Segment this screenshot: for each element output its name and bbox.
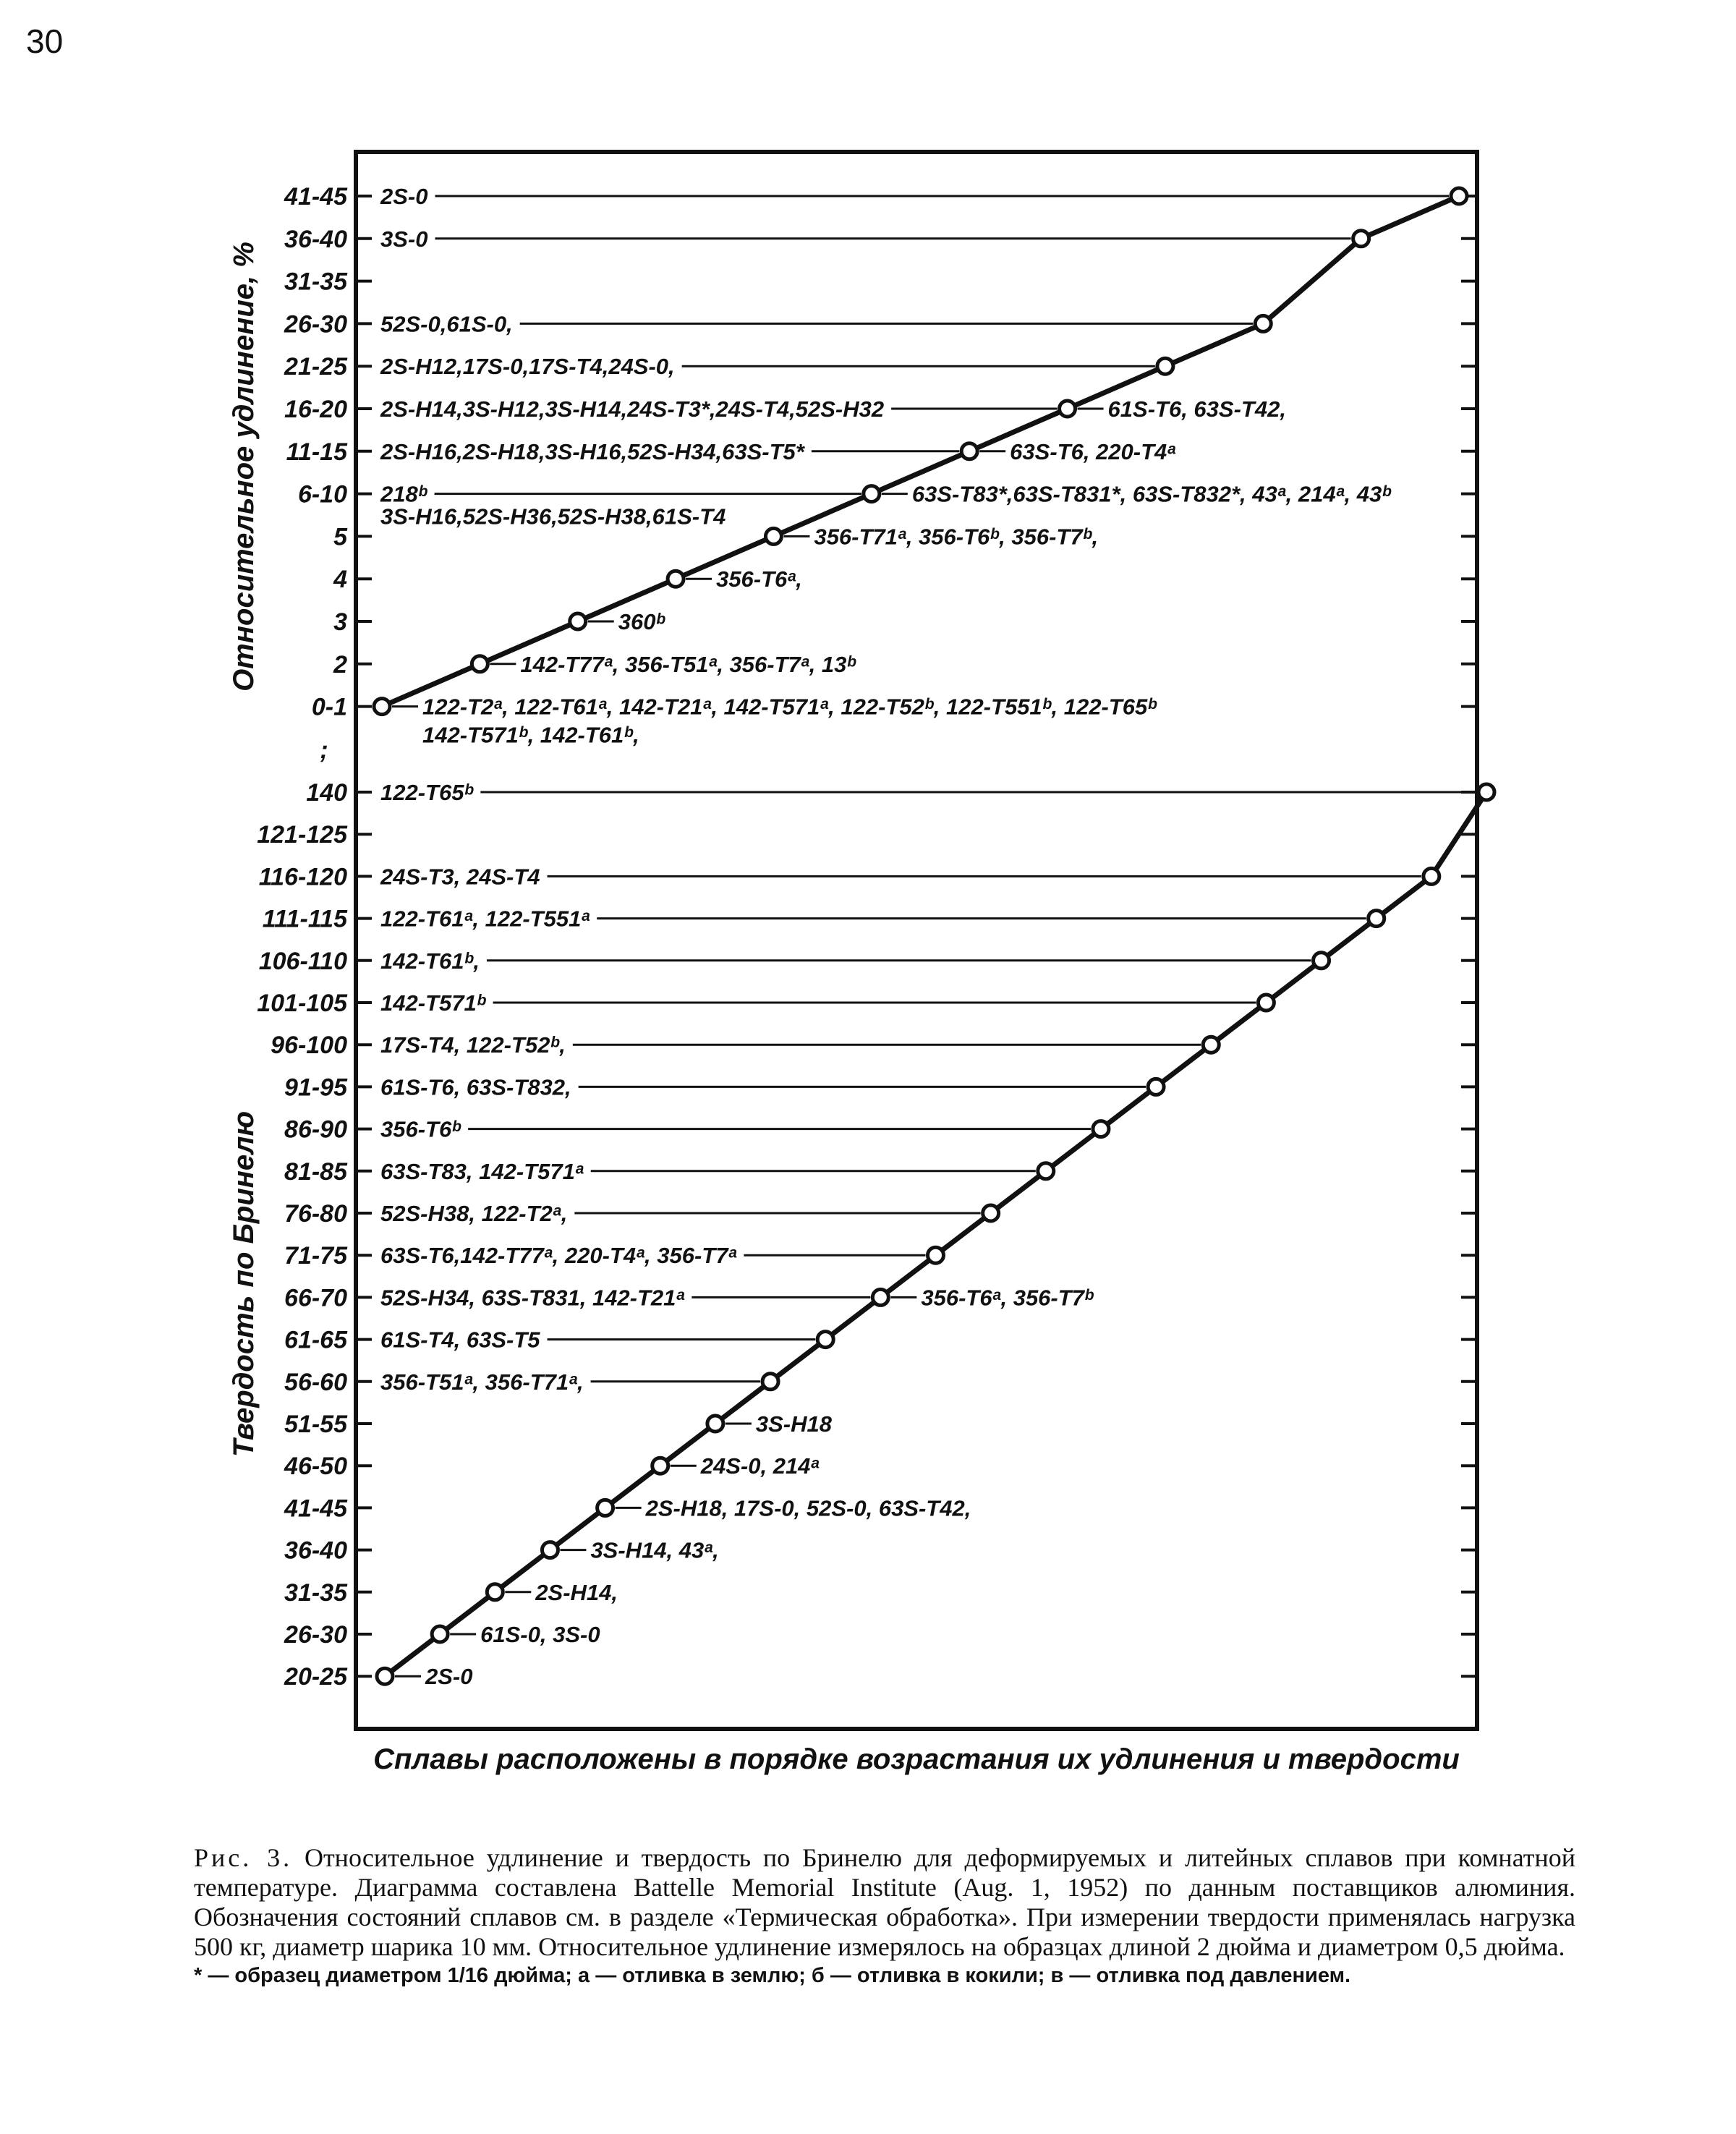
elongation-annotation: 2S-H16,2S-H18,3S-H16,52S-H34,63S-T5*	[380, 438, 804, 464]
hardness-data-point	[652, 1458, 668, 1474]
elongation-annotation: 52S-0,61S-0,	[380, 311, 513, 337]
hardness-tick-label: 91-95	[284, 1074, 347, 1102]
hardness-tick-label: 140	[306, 779, 347, 807]
hardness-data-point	[542, 1542, 558, 1558]
elongation-tick-label: 26-30	[284, 310, 347, 339]
hardness-annotation-right: 356-T6ᵃ, 356-T7ᵇ	[921, 1285, 1094, 1311]
hardness-tick-label: 71-75	[284, 1242, 347, 1270]
elongation-data-point	[668, 571, 684, 587]
hardness-data-point	[432, 1626, 448, 1642]
hardness-annotation: 122-T61ᵃ, 122-T551ᵃ	[380, 906, 590, 932]
hardness-data-point	[1369, 911, 1384, 927]
elongation-tick-label: 36-40	[284, 225, 347, 253]
hardness-data-point	[1478, 784, 1494, 800]
hardness-tick-label: 121-125	[257, 821, 347, 849]
hardness-data-point	[377, 1668, 393, 1684]
hardness-annotation-right: 2S-H18, 17S-0, 52S-0, 63S-T42,	[645, 1495, 971, 1521]
elongation-tick-label: 41-45	[284, 183, 347, 211]
hardness-annotation: 52S-H34, 63S-T831, 142-T21ᵃ	[380, 1285, 685, 1311]
hardness-annotation: 52S-H38, 122-T2ᵃ,	[380, 1201, 568, 1226]
elongation-data-point	[374, 699, 390, 715]
hardness-annotation: 63S-T6,142-T77ᵃ, 220-T4ᵃ, 356-T7ᵃ	[380, 1243, 737, 1269]
figure-caption	[194, 1843, 1575, 1989]
hardness-annotation-right: 3S-H14, 43ᵃ,	[590, 1537, 719, 1563]
hardness-tick-label: 61-65	[284, 1326, 347, 1354]
hardness-data-point	[1148, 1079, 1164, 1094]
hardness-data-point	[487, 1584, 503, 1600]
hardness-tick-label: 31-35	[284, 1578, 347, 1607]
elongation-tick-label: 3	[333, 608, 347, 636]
hardness-annotation-right: 61S-0, 3S-0	[480, 1622, 600, 1647]
hardness-data-point	[1093, 1121, 1109, 1137]
elongation-data-point	[1255, 315, 1271, 331]
hardness-tick-label: 41-45	[284, 1495, 347, 1523]
elongation-annotation: 2S-H12,17S-0,17S-T4,24S-0,	[380, 354, 675, 380]
elongation-tick-label: 2	[333, 650, 347, 679]
hardness-tick-label: 66-70	[284, 1284, 347, 1312]
elongation-data-point	[765, 528, 781, 544]
hardness-data-point	[762, 1374, 778, 1390]
elongation-tick-label: 11-15	[286, 438, 347, 466]
elongation-annotation-right: 63S-T83*,63S-T831*, 63S-T832*, 43ᵃ, 214ᵃ, 43ᵇ	[911, 481, 1392, 507]
hardness-data-point	[597, 1500, 613, 1516]
hardness-annotation: 63S-T83, 142-T571ᵃ	[380, 1158, 584, 1184]
hardness-data-point	[1203, 1037, 1219, 1053]
elongation-tick-label: 5	[333, 523, 347, 551]
hardness-data-point	[872, 1289, 888, 1305]
hardness-annotation: 356-T6ᵇ	[380, 1116, 461, 1142]
hardness-tick-label: 46-50	[284, 1453, 347, 1481]
elongation-annotation-second-line: 3S-H16,52S-H36,52S-H38,61S-T4	[380, 503, 726, 530]
x-axis-title: Сплавы расположены в порядке возрастания их удлинения и твердости	[373, 1743, 1460, 1775]
elongation-data-point	[1451, 188, 1467, 204]
hardness-annotation: 17S-T4, 122-T52ᵇ,	[380, 1032, 566, 1058]
elongation-tick-label: 16-20	[284, 396, 347, 423]
hardness-data-point	[1314, 953, 1329, 969]
elongation-annotation-right: 356-T6ᵃ,	[716, 566, 802, 592]
elongation-data-point	[570, 613, 586, 629]
caption-footnote: * — образец диаметром 1/16 дюйма; а — отливка в землю; б — отливка в кокили; в — отливка под давлением.	[194, 1964, 1351, 1987]
elongation-annotation-right-second-line: 142-T571ᵇ, 142-T61ᵇ,	[422, 722, 639, 748]
elongation-annotation-right: 63S-T6, 220-T4ᵃ	[1010, 438, 1176, 464]
hardness-tick-label: 26-30	[284, 1621, 347, 1649]
hardness-data-point	[707, 1416, 723, 1432]
caption-text: Относительное удлинение и твердость по Бринелю для деформируемых и литейных сплавов при комнатной температуре. Диаграмма составлена Battelle Memorial Institute (Aug. 1, 1952) по данным поставщиков алюминия. Обозначения состояний сплавов см. в разделе «Термическая обработка». При измерении твердости применялась нагрузка 500 кг, диаметр шарика 10 мм. Относительное удлинение измерялось на образцах длиной 2 дюйма и диаметром 0,5 дюйма.	[194, 1843, 1576, 1961]
hardness-data-point	[983, 1205, 999, 1221]
elongation-annotation-right: 356-T71ᵃ, 356-T6ᵇ, 356-T7ᵇ,	[814, 524, 1099, 550]
elongation-tick-label: 21-25	[284, 353, 347, 381]
hardness-annotation: 24S-T3, 24S-T4	[380, 864, 540, 890]
hardness-annotation: 122-T65ᵇ	[380, 780, 474, 805]
elongation-data-point	[472, 656, 488, 672]
elongation-data-point	[1157, 358, 1173, 374]
elongation-data-point	[961, 443, 977, 459]
hardness-annotation-right: 24S-0, 214ᵃ	[700, 1453, 820, 1479]
hardness-annotation: 142-T571ᵇ	[380, 990, 486, 1016]
hardness-tick-label: 20-25	[284, 1663, 347, 1691]
hardness-annotation: 61S-T4, 63S-T5	[380, 1327, 540, 1353]
hardness-tick-label: 116-120	[258, 863, 347, 891]
hardness-annotation: 356-T51ᵃ, 356-T71ᵃ,	[380, 1369, 584, 1395]
caption-figure-ref: Рис. 3.	[194, 1843, 293, 1872]
panel-gap-mark: ;	[320, 736, 328, 764]
elongation-annotation-right: 360ᵇ	[618, 609, 665, 634]
hardness-data-point	[1038, 1163, 1054, 1179]
elongation-annotation-right: 142-T77ᵃ, 356-T51ᵃ, 356-T7ᵃ, 13ᵇ	[520, 651, 856, 677]
hardness-tick-label: 36-40	[284, 1536, 347, 1565]
elongation-axis-title: Относительное удлинение, %	[228, 242, 260, 692]
hardness-data-point	[1424, 868, 1439, 884]
elongation-annotation: 2S-0	[380, 184, 428, 209]
page-number: 30	[26, 22, 64, 60]
elongation-annotation: 218ᵇ	[380, 481, 427, 507]
elongation-annotation: 3S-0	[380, 226, 428, 252]
hardness-tick-label: 51-55	[284, 1411, 347, 1438]
hardness-annotation-right: 2S-H14,	[535, 1579, 618, 1605]
elongation-annotation-right: 61S-T6, 63S-T42,	[1107, 396, 1286, 422]
hardness-annotation: 61S-T6, 63S-T832,	[380, 1074, 571, 1100]
hardness-tick-label: 86-90	[284, 1115, 347, 1144]
elongation-data-point	[1060, 401, 1076, 417]
elongation-tick-label: 31-35	[284, 268, 347, 296]
hardness-annotation-right: 3S-H18	[755, 1411, 833, 1437]
hardness-data-point	[817, 1332, 833, 1348]
hardness-data-point	[1258, 995, 1274, 1011]
hardness-tick-label: 96-100	[271, 1032, 347, 1060]
elongation-annotation: 2S-H14,3S-H12,3S-H14,24S-T3*,24S-T4,52S-H32	[380, 396, 885, 422]
elongation-data-point	[864, 486, 880, 502]
hardness-annotation-right: 2S-0	[425, 1664, 473, 1690]
elongation-tick-label: 4	[333, 566, 347, 594]
hardness-annotation: 142-T61ᵇ,	[380, 948, 480, 974]
elongation-annotation-right: 122-T2ᵃ, 122-T61ᵃ, 142-T21ᵃ, 142-T571ᵃ, 122-T52ᵇ, 122-T551ᵇ, 122-T65ᵇ	[422, 694, 1157, 720]
hardness-tick-label: 76-80	[284, 1200, 347, 1228]
plot-frame	[356, 152, 1477, 1729]
hardness-data-point	[928, 1247, 944, 1263]
hardness-tick-label: 101-105	[257, 990, 347, 1017]
hardness-tick-label: 56-60	[284, 1368, 347, 1396]
hardness-tick-label: 106-110	[258, 947, 347, 975]
hardness-tick-label: 81-85	[284, 1157, 347, 1186]
hardness-axis-title: Твердость по Бринелю	[228, 1110, 260, 1458]
elongation-data-point	[1353, 231, 1369, 247]
elongation-tick-label: 6-10	[297, 480, 347, 509]
hardness-tick-label: 111-115	[262, 905, 347, 933]
elongation-tick-label: 0-1	[311, 693, 347, 721]
